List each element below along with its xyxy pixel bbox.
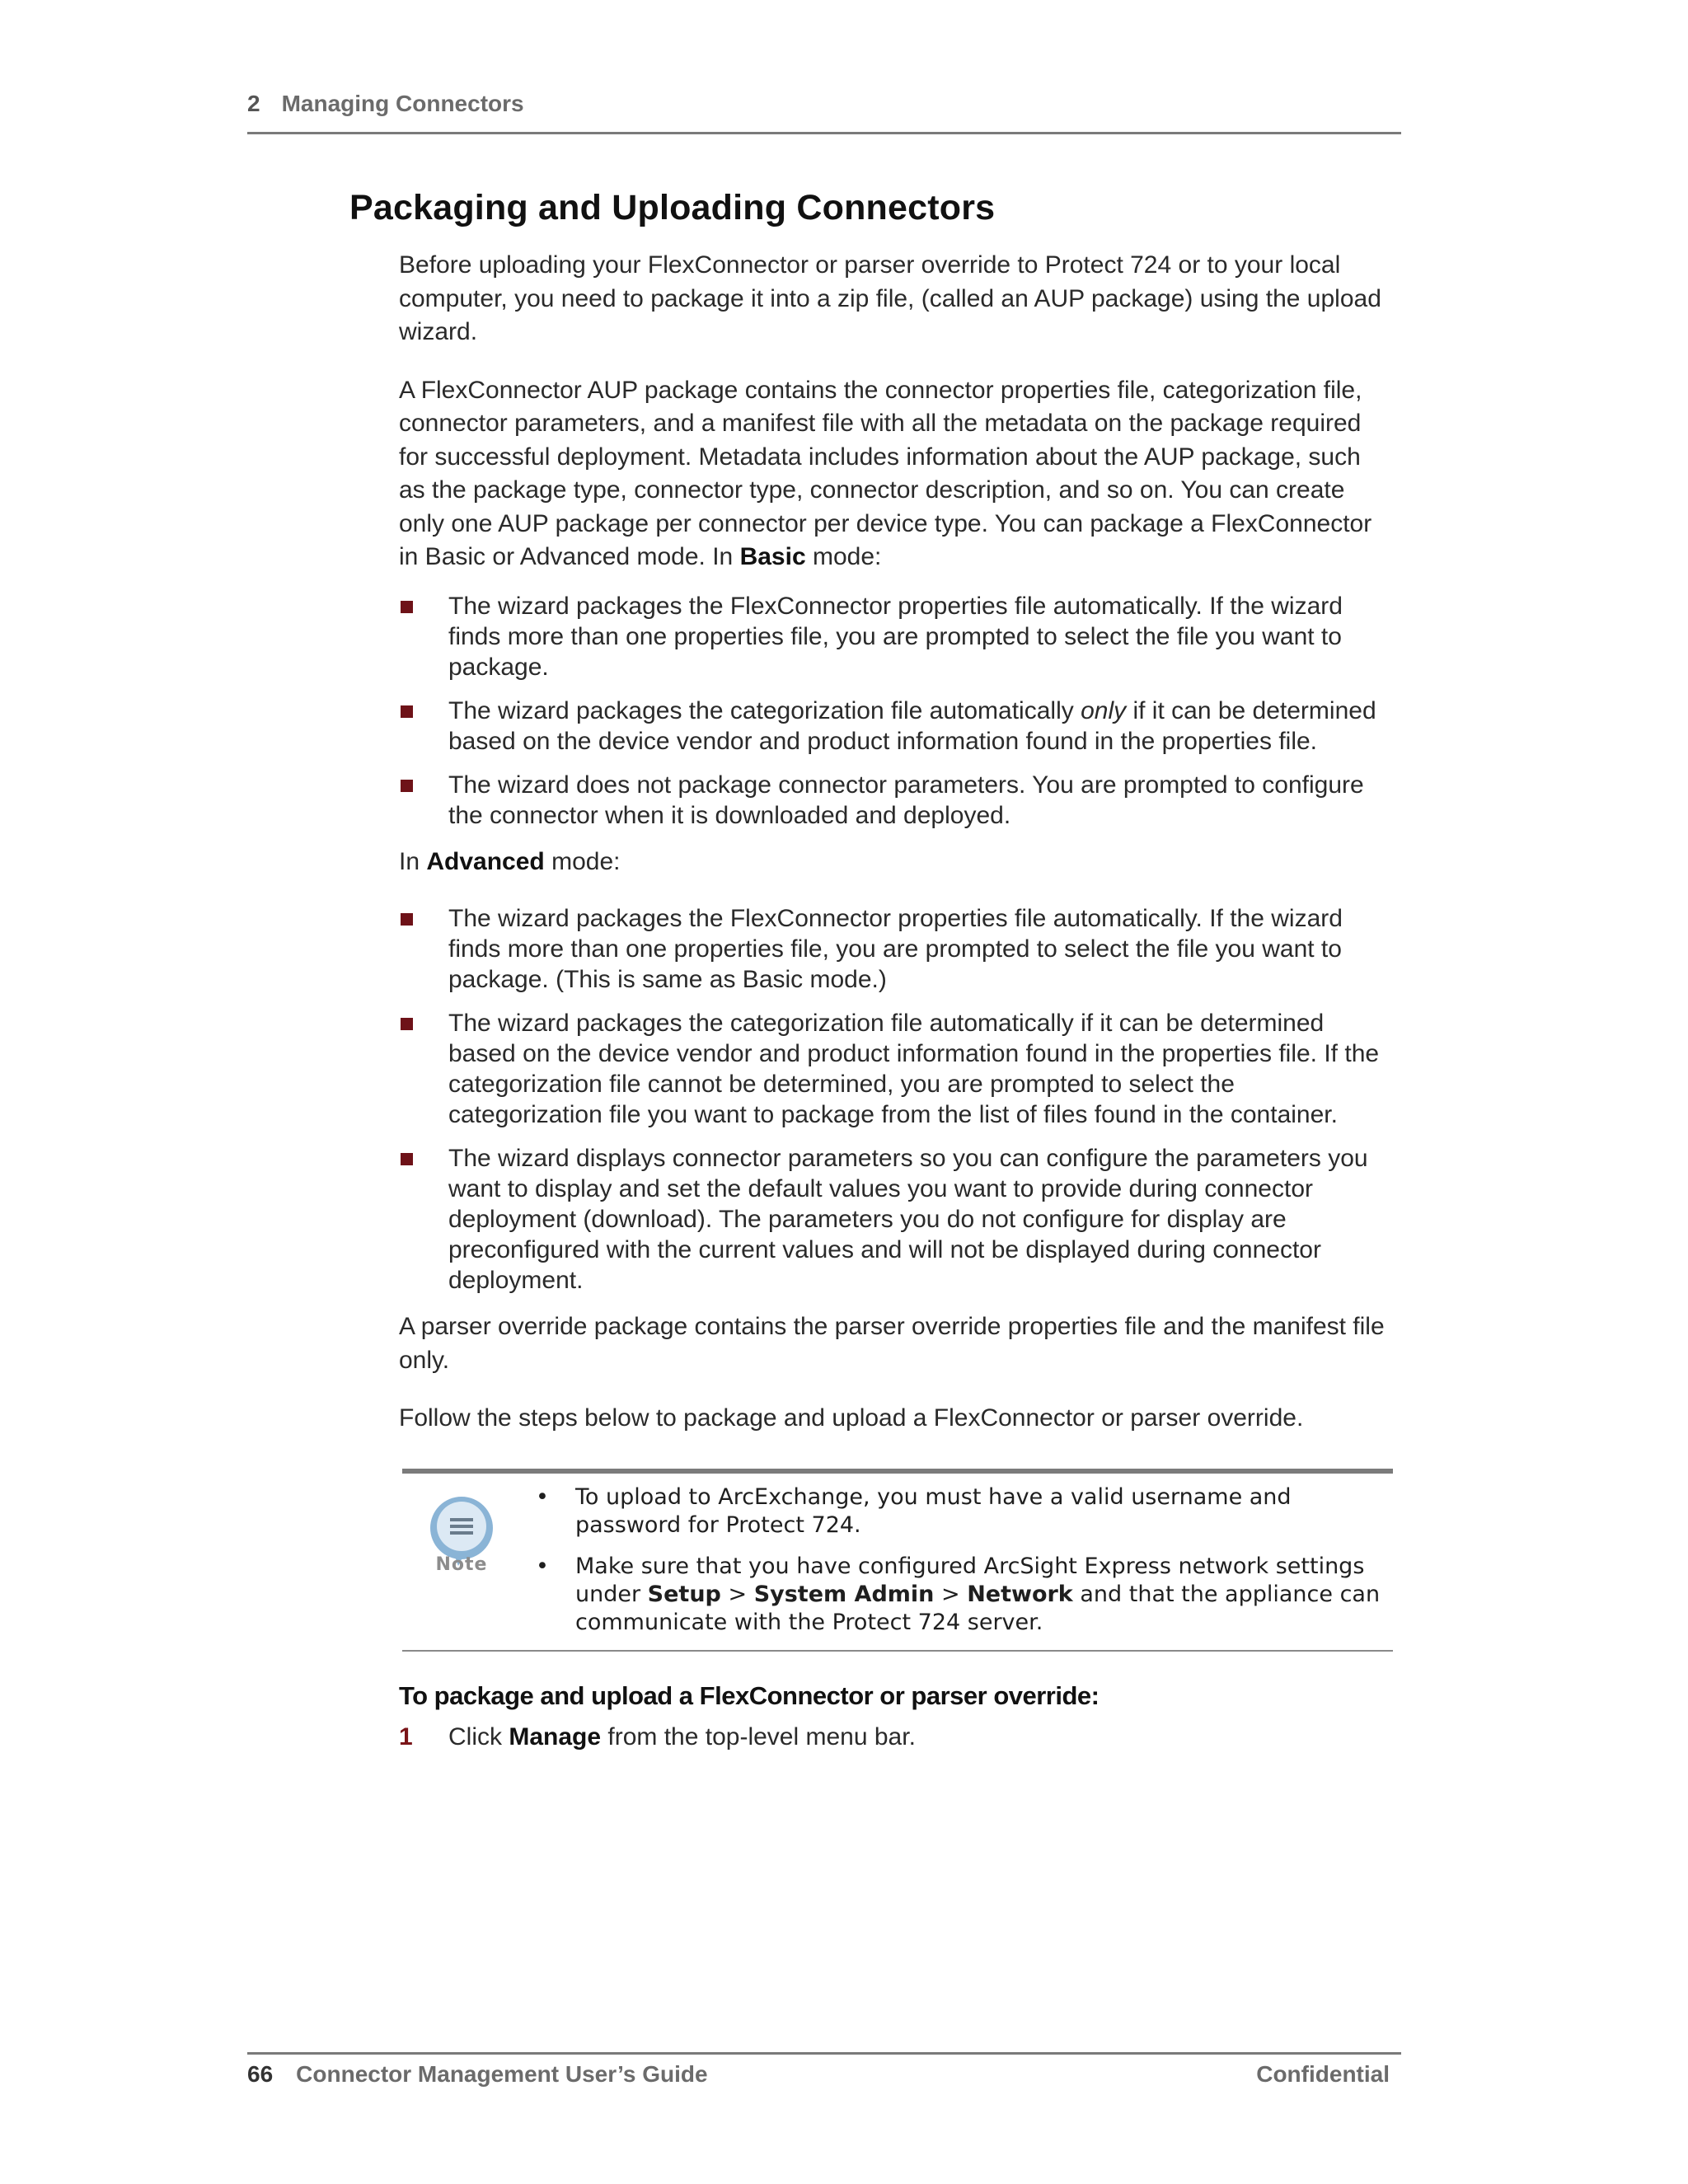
square-bullet-icon	[401, 780, 413, 792]
list-item: The wizard packages the FlexConnector properties file automatically. If the wizard finds more than one properties file, you are prompted to select the file you want to package. (This is same as Basic mode.)	[399, 903, 1392, 995]
list-item: The wizard packages the categorization file automatically if it can be determined based on the device vendor and product information found in the properties file. If the categorization file cannot be determined, you are prompted to select the categorization file you want to package from the list of files found in the container.	[399, 1008, 1392, 1130]
confidential-label: Confidential	[1256, 2061, 1390, 2087]
page-header	[247, 91, 1401, 134]
page-number: 66	[247, 2061, 274, 2087]
parser-override-paragraph: A parser override package contains the parser override properties file and the manifest file only.	[399, 1313, 1385, 1374]
procedure-title: To package and upload a FlexConnector or parser override:	[399, 1681, 1100, 1710]
note-item: • To upload to ArcExchange, you must have a valid username and password for Protect 724.	[536, 1484, 1292, 1538]
square-bullet-icon	[401, 1018, 413, 1030]
square-bullet-icon	[401, 601, 413, 613]
note-list	[536, 1483, 1385, 1650]
list-item: The wizard does not package connector parameters. You are prompted to configure the connector when it is downloaded and deployed.	[399, 770, 1392, 831]
chapter-title: Managing Connectors	[281, 91, 524, 116]
body-text	[399, 249, 1392, 1460]
advanced-keyword: Advanced	[426, 847, 545, 875]
intro-paragraph-1: Before uploading your FlexConnector or parser override to Protect 724 or to your local computer, you need to package it into a zip file, (called an AUP package) using the upload wizard.	[399, 251, 1381, 345]
procedure-step-1: 1 Click Manage from the top-level menu bar.	[399, 1721, 916, 1754]
advanced-mode-list	[399, 903, 1392, 1296]
square-bullet-icon	[401, 705, 413, 718]
page-footer	[247, 2052, 1401, 2088]
list-item: The wizard displays connector parameters so you can configure the parameters you want to display and set the default values you want to provide during connector deployment (download). The parameters you do not configure for display are preconfigured with the current values and will not be displayed during connector deployment.	[399, 1143, 1392, 1296]
list-item: The wizard packages the FlexConnector properties file automatically. If the wizard finds more than one properties file, you are prompted to select the file you want to package.	[399, 591, 1392, 682]
note-label: Note	[435, 1554, 488, 1575]
basic-mode-list	[399, 591, 1392, 831]
square-bullet-icon	[401, 1153, 413, 1165]
basic-keyword: Basic	[739, 543, 806, 570]
square-bullet-icon	[401, 913, 413, 926]
list-item: The wizard packages the categorization file automatically only if it can be determined based on the device vendor and product information found in the properties file.	[399, 696, 1392, 757]
step-number: 1	[399, 1723, 413, 1750]
guide-title: Connector Management User’s Guide	[296, 2061, 708, 2087]
note-box	[402, 1469, 1393, 1652]
follow-steps-paragraph: Follow the steps below to package and upload a FlexConnector or parser override.	[399, 1404, 1304, 1432]
manage-keyword: Manage	[509, 1723, 602, 1750]
advanced-mode-intro: In Advanced mode:	[399, 847, 621, 875]
section-title: Packaging and Uploading Connectors	[349, 188, 996, 227]
intro-paragraph-2: A FlexConnector AUP package contains the connector properties file, categorization file, connector parameters, and a manifest file with all the metadata on the package required for successful deployment. Metadata includes information about the AUP package, such as the package type, connector type, connector description, and so on. You can create only one AUP package per connector per device type. You can package a FlexConnector in Basic or Advanced mode. In Basic mode:	[399, 376, 1372, 570]
chapter-number: 2	[247, 91, 260, 116]
note-item: • Make sure that you have configured ArcSight Express network settings under Setup > System Admin > Network and that the appliance can communicate with the Protect 724 server.	[536, 1554, 1381, 1635]
